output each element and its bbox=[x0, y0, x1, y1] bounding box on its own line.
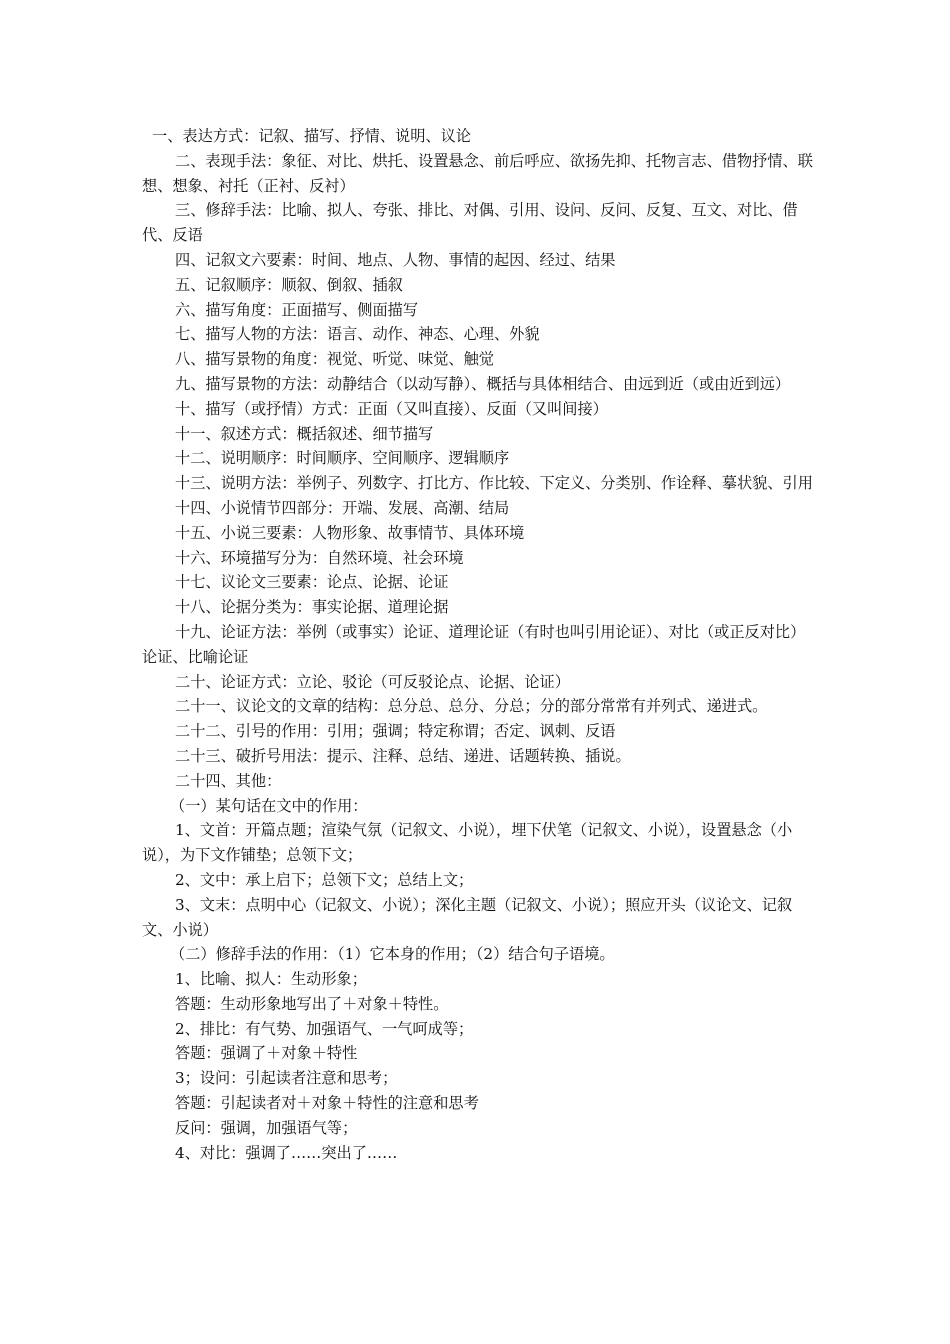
paragraph-essay-structure: 二十一、议论文的文章的结构：总分总、总分、分总；分的部分常常有并列式、递进式。 bbox=[175, 697, 768, 716]
paragraph-answer-parallelism: 答题：强调了＋对象＋特性 bbox=[175, 1044, 358, 1063]
paragraph-scenery-method: 九、描写景物的方法：动静结合（以动写静）、概括与具体相结合、由远到近（或由近到远） bbox=[175, 374, 791, 393]
paragraph-answer-question: 答题：引起读者对＋对象＋特性的注意和思考 bbox=[175, 1094, 479, 1113]
paragraph-counter-question: 反问：强调，加强语气等； bbox=[175, 1118, 358, 1137]
paragraph-argument-elements: 十七、议论文三要素：论点、论据、论证 bbox=[175, 573, 449, 592]
paragraph-sentence-function: （一）某句话在文中的作用： bbox=[170, 796, 368, 815]
paragraph-answer-metaphor: 答题：生动形象地写出了＋对象＋特性。 bbox=[175, 994, 449, 1013]
paragraph-novel-elements: 十五、小说三要素：人物形象、故事情节、具体环境 bbox=[175, 523, 525, 542]
paragraph-rhetoric: 三、修辞手法：比喻、拟人、夸张、排比、对偶、引用、设问、反问、反复、互文、对比、借代、反语 bbox=[142, 201, 798, 245]
paragraph-contrast: 4、对比：强调了……突出了…… bbox=[175, 1143, 398, 1162]
paragraph-evidence-types: 十八、论据分类为：事实论据、道理论据 bbox=[175, 598, 449, 617]
paragraph-description-mode: 十、描写（或抒情）方式：正面（又叫直接）、反面（又叫间接） bbox=[175, 399, 608, 418]
paragraph-explanation-order: 十二、说明顺序：时间顺序、空间顺序、逻辑顺序 bbox=[175, 449, 510, 468]
paragraph-dash-usage: 二十三、破折号用法：提示、注释、总结、递进、话题转换、插说。 bbox=[175, 746, 631, 765]
paragraph-argument-modes: 二十、论证方式：立论、驳论（可反驳论点、论据、论证） bbox=[175, 672, 570, 691]
paragraph-description-angle: 六、描写角度：正面描写、侧面描写 bbox=[175, 300, 418, 319]
paragraph-narrative-elements: 四、记叙文六要素：时间、地点、人物、事情的起因、经过、结果 bbox=[175, 250, 616, 269]
paragraph-environment: 十六、环境描写分为：自然环境、社会环境 bbox=[175, 548, 464, 567]
paragraph-text-end: 3、文末：点明中心（记叙文、小说）；深化主题（记叙文、小说）；照应开头（议论文、记叙文、小说） bbox=[142, 895, 793, 939]
paragraph-text-middle: 2、文中：承上启下；总领下文；总结上文； bbox=[175, 870, 474, 889]
paragraph-narrative-order: 五、记叙顺序：顺叙、倒叙、插叙 bbox=[175, 275, 403, 294]
paragraph-metaphor: 1、比喻、拟人：生动形象； bbox=[175, 970, 367, 989]
paragraph-character-description: 七、描写人物的方法：语言、动作、神态、心理、外貌 bbox=[175, 325, 540, 344]
paragraph-rhetorical-question: 3；设问：引起读者注意和思考； bbox=[175, 1069, 398, 1088]
paragraph-explanation-methods: 十三、说明方法：举例子、列数字、打比方、作比较、下定义、分类别、作诠释、摹状貌、引用 bbox=[175, 474, 813, 493]
paragraph-argument-methods: 十九、论证方法：举例（或事实）论证、道理论证（有时也叫引用论证）、对比（或正反对比）论证、比喻论证 bbox=[142, 622, 806, 666]
paragraph-rhetoric-function: （二）修辞手法的作用：（1）它本身的作用；（2）结合句子语境。 bbox=[170, 945, 615, 964]
paragraph-techniques: 二、表现手法：象征、对比、烘托、设置悬念、前后呼应、欲扬先抑、托物言志、借物抒情、联想、想象、衬托（正衬、反衬） bbox=[142, 151, 813, 195]
paragraph-plot-parts: 十四、小说情节四部分：开端、发展、高潮、结局 bbox=[175, 498, 510, 517]
paragraph-expression-modes: 一、表达方式：记叙、描写、抒情、说明、议论 bbox=[152, 127, 471, 145]
paragraph-narration-mode: 十一、叙述方式：概括叙述、细节描写 bbox=[175, 424, 434, 443]
paragraph-others: 二十四、其他： bbox=[175, 771, 282, 790]
paragraph-parallelism: 2、排比：有气势、加强语气、一气呵成等； bbox=[175, 1019, 474, 1038]
document-body bbox=[142, 124, 818, 1165]
paragraph-scenery-angle: 八、描写景物的角度：视觉、听觉、味觉、触觉 bbox=[175, 350, 494, 369]
paragraph-text-beginning: 1、文首：开篇点题；渲染气氛（记叙文、小说），埋下伏笔（记叙文、小说），设置悬念（小说），为下文作铺垫；总领下文； bbox=[142, 821, 793, 865]
paragraph-quotation-marks: 二十二、引号的作用：引用；强调；特定称谓；否定、讽刺、反语 bbox=[175, 722, 616, 741]
